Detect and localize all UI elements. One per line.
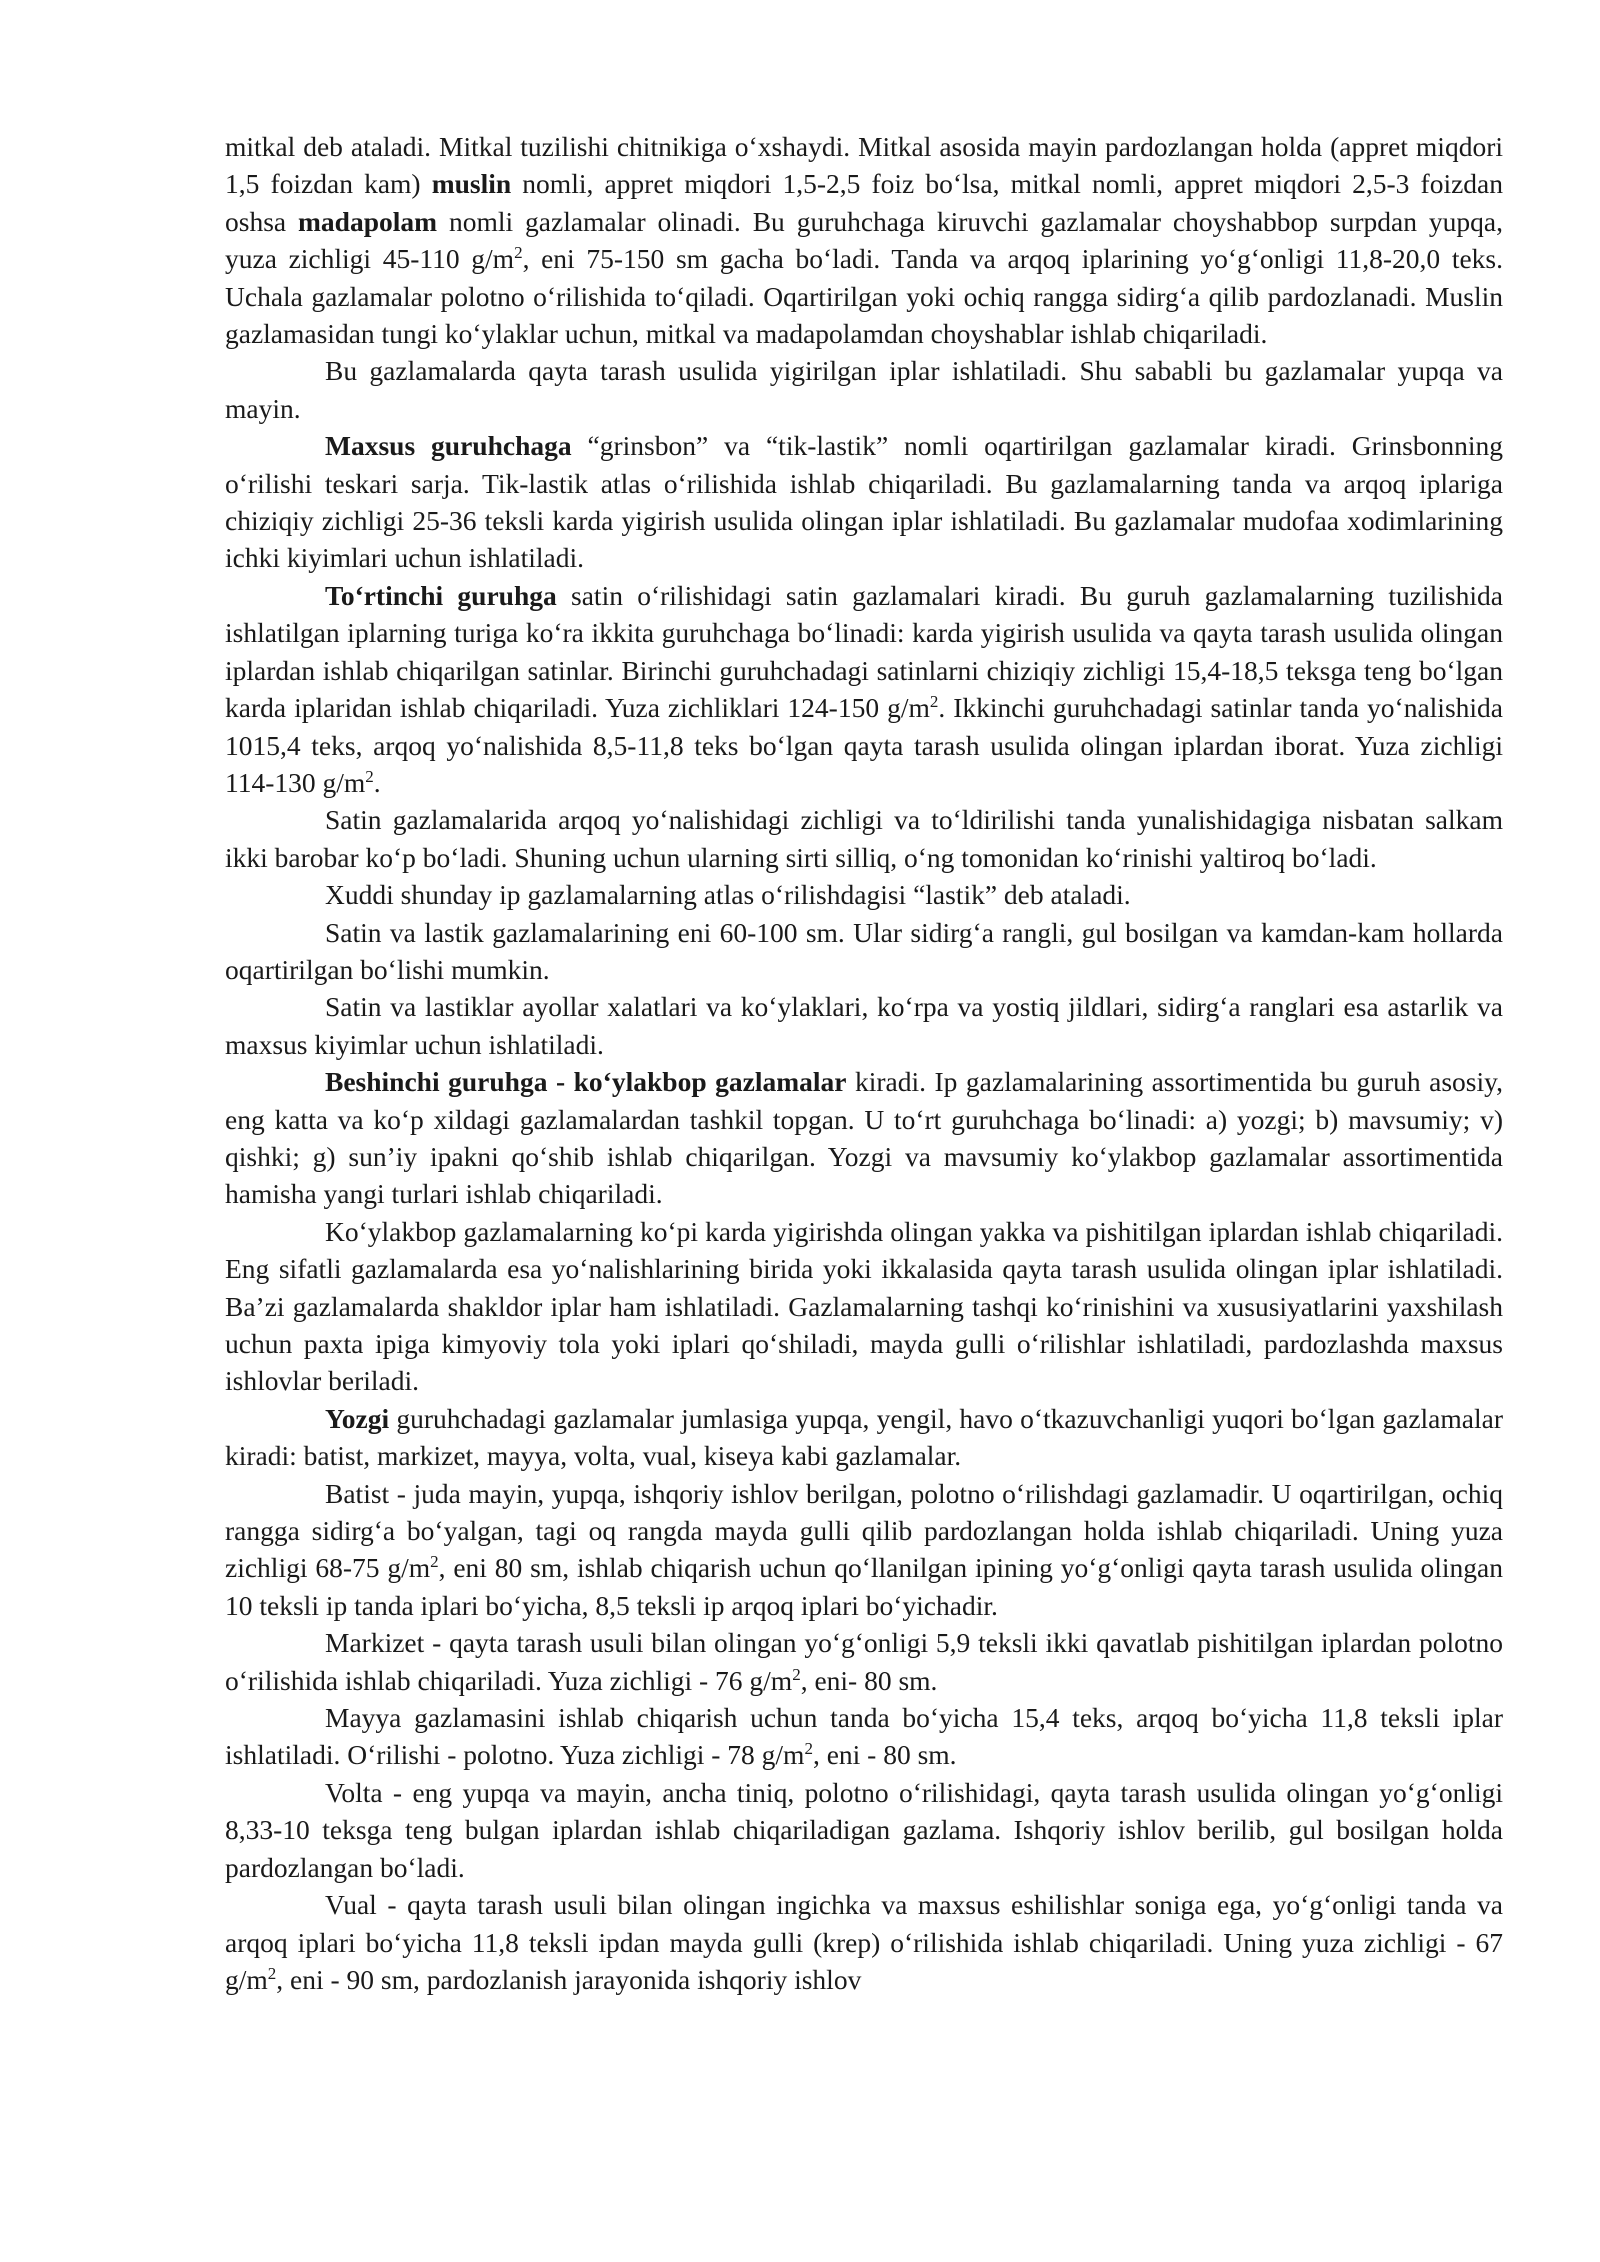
- text-run: guruhchadagi gazlamalar jumlasiga yupqa, yengil, havo o‘tkazuvchanligi yuqori bo‘lgan gazlamalar kiradi: batist, markizet, mayya, volta, vual, kiseya kabi gazlamalar.: [225, 1402, 1503, 1472]
- paragraph: [225, 1774, 1503, 1886]
- text-run: Satin gazlamalarida arqoq yo‘nalishidagi zichligi va to‘ldirilishi tanda yunalishidagiga nisbatan salkam ikki barobar ko‘p bo‘ladi. Shuning uchun ularning sirti silliq, o‘ng tomonidan ko‘rinishi yaltiroq bo‘ladi.: [225, 804, 1503, 873]
- text-run: satin o‘rilishidagi satin gazlamalari kiradi. Bu guruh gazlamalarning tuzilishida ishlatilgan iplarning turiga ko‘ra ikkita guruhchaga bo‘linadi: karda yigirish usulida va qayta tarash usulida olingan iplardan ishlab chiqarilgan satinlar. Birinchi guruhchadagi satinlarni chiziqiy zichligi 15,4-18,5 teksga teng bo‘lgan karda iplaridan ishlab chiqariladi. Yuza zichliklari 124-150 g/m: [225, 579, 1503, 724]
- paragraph: [225, 128, 1503, 352]
- text-run: .: [373, 766, 381, 798]
- text-run: Ko‘ylakbop gazlamalarning ko‘pi karda yigirishda olingan yakka va pishitilgan iplardan ishlab chiqariladi. Eng sifatli gazlamalarda esa yo‘nalishlarining birida yoki ikkalasida qayta tarash usulida olingan iplar ishlatiladi. Ba’zi gazlamalarda shakldor iplar ham ishlatiladi. Gazlamalarning tashqi ko‘rinishini va xususiyatlarini yaxshilash uchun paxta ipiga kimyoviy tola yoki iplari qo‘shiladi, mayda gulli o‘rilishlar ishlatiladi, pardozlashda maxsus ishlovlar beriladi.: [225, 1215, 1503, 1397]
- paragraph: [225, 1475, 1503, 1625]
- text-run: nomli, appret miqdori 1,5-2,5 foiz bo‘lsa, mitkal nomli, appret miqdori 2,5-3 foizdan oshsa: [225, 168, 1504, 237]
- superscript-text: 2: [804, 1739, 813, 1759]
- text-run: mitkal deb ataladi. Mitkal tuzilishi chitnikiga o‘xshaydi. Mitkal asosida mayin pardozlangan holda (appret miqdori 1,5 foizdan kam): [225, 131, 1503, 200]
- text-run: , eni - 90 sm, pardozlanish jarayonida ishqoriy ishlov: [276, 1963, 862, 1995]
- bold-text: madapolam: [298, 205, 438, 237]
- paragraph: [225, 577, 1503, 801]
- text-run: Bu gazlamalarda qayta tarash usulida yigirilgan iplar ishlatiladi. Shu sababli bu gazlamalar yupqa va mayin.: [225, 355, 1503, 424]
- document-page: [225, 128, 1503, 1998]
- superscript-text: 2: [267, 1963, 277, 1983]
- paragraph: [225, 1213, 1503, 1400]
- paragraph: [225, 1886, 1503, 1998]
- bold-text: To‘rtinchi guruhga: [325, 579, 557, 611]
- bold-text: Beshinchi guruhga - ko‘ylakbop gazlamalar: [325, 1066, 847, 1098]
- text-run: Mayya gazlamasini ishlab chiqarish uchun tanda bo‘yicha 15,4 teks, arqoq bo‘yicha 11,8 teksli iplar ishlatiladi. O‘rilishi - polotno. Yuza zichligi - 78 g/m: [225, 1702, 1503, 1771]
- paragraph: [225, 352, 1503, 427]
- paragraph: [225, 801, 1503, 876]
- text-run: , eni 75-150 sm gacha bo‘ladi. Tanda va arqoq iplarining yo‘g‘onligi 11,8-20,0 teks. Uchala gazlamalar polotno o‘rilishida to‘qiladi. Oqartirilgan yoki ochiq rangga sidirg‘a qilib pardozlanadi. Muslin gazlamasidan tungi ko‘ylaklar uchun, mitkal va madapolamdan choyshablar ishlab chiqariladi.: [225, 243, 1503, 350]
- text-run: Satin va lastik gazlamalarining eni 60-100 sm. Ular sidirg‘a rangli, gul bosilgan va kamdan-kam hollarda oqartirilgan bo‘lishi mumkin.: [225, 916, 1503, 985]
- paragraph: [225, 1699, 1503, 1774]
- superscript-text: 2: [514, 243, 523, 263]
- paragraph: [225, 1063, 1503, 1213]
- paragraph: [225, 914, 1503, 989]
- text-run: Xuddi shunday ip gazlamalarning atlas o‘rilishdagisi “lastik” deb ataladi.: [325, 879, 1131, 911]
- paragraph: [225, 876, 1503, 913]
- paragraph: [225, 1400, 1503, 1475]
- text-run: . Ikkinchi guruhchadagi satinlar tanda yo‘nalishida 1015,4 teks, arqoq yo‘nalishida 8,5-11,8 teks bo‘lgan qayta tarash usulida olingan iplardan iborat. Yuza zichligi 114-130 g/m: [225, 692, 1504, 798]
- superscript-text: 2: [792, 1664, 801, 1684]
- bold-text: muslin: [431, 168, 512, 200]
- text-run: , eni 80 sm, ishlab chiqarish uchun qo‘llanilgan ipining yo‘g‘onligi qayta tarash usulida olingan 10 teksli ip tanda iplari bo‘yicha, 8,5 teksli ip arqoq iplari bo‘yichadir.: [225, 1552, 1504, 1621]
- text-run: Batist - juda mayin, yupqa, ishqoriy ishlov berilgan, polotno o‘rilishdagi gazlamadir. U oqartirilgan, ochiq rangga sidirg‘a bo‘yalgan, tagi oq rangda mayda gulli qilib pardozlangan holda ishlab chiqariladi. Uning yuza zichligi 68-75 g/m: [225, 1477, 1503, 1584]
- paragraph: [225, 988, 1503, 1063]
- paragraph: [225, 427, 1503, 577]
- text-run: , eni - 80 sm.: [812, 1739, 957, 1771]
- superscript-text: 2: [430, 1552, 439, 1572]
- text-run: nomli gazlamalar olinadi. Bu guruhchaga kiruvchi gazlamalar choyshabbop surpdan yupqa, yuza zichligi 45-110 g/m: [225, 205, 1503, 275]
- paragraph: [225, 1624, 1503, 1699]
- text-run: , eni- 80 sm.: [800, 1664, 938, 1696]
- bold-text: Yozgi: [325, 1402, 390, 1434]
- text-run: Vual - qayta tarash usuli bilan olingan ingichka va maxsus eshilishlar soniga ega, yo‘g‘onligi tanda va arqoq iplari bo‘yicha 11,8 teksli ipdan mayda gulli (krep) o‘rilishida ishlab chiqariladi. Uning yuza zichligi - 67 g/m: [225, 1889, 1503, 1995]
- text-run: Satin va lastiklar ayollar xalatlari va ko‘ylaklari, ko‘rpa va yostiq jildlari, sidirg‘a ranglari esa astarlik va maxsus kiyimlar uchun ishlatiladi.: [225, 991, 1503, 1060]
- text-run: “grinsbon” va “tik-lastik” nomli oqartirilgan gazlamalar kiradi. Grinsbonning o‘rilishi teskari sarja. Tik-lastik atlas o‘rilishida ishlab chiqariladi. Bu gazlamalarning tanda va arqoq iplariga chiziqiy zichligi 25-36 teksli karda yigirish usulida olingan iplar ishlatiladi. Bu gazlamalar mudofaa xodimlarining ichki kiyimlari uchun ishlatiladi.: [225, 430, 1503, 574]
- text-run: kiradi. Ip gazlamalarining assortimentida bu guruh asosiy, eng katta va ko‘p xildagi gazlamalardan tashkil topgan. U to‘rt guruhchaga bo‘linadi: a) yozgi; b) mavsumiy; v) qishki; g) sun’iy ipakni qo‘shib ishlab chiqarilgan. Yozgi va mavsumiy ko‘ylakbop gazlamalar assortimentida hamisha yangi turlari ishlab chiqariladi.: [225, 1066, 1503, 1210]
- text-run: Volta - eng yupqa va mayin, ancha tiniq, polotno o‘rilishidagi, qayta tarash usulida olingan yo‘g‘onligi 8,33-10 teksga teng bulgan iplardan ishlab chiqariladigan gazlama. Ishqoriy ishlov berilib, gul bosilgan holda pardozlangan bo‘ladi.: [225, 1776, 1503, 1883]
- superscript-text: 2: [929, 691, 939, 711]
- superscript-text: 2: [365, 766, 374, 786]
- text-run: Markizet - qayta tarash usuli bilan olingan yo‘g‘onligi 5,9 teksli ikki qavatlab pishitilgan iplardan polotno o‘rilishida ishlab chiqariladi. Yuza zichligi - 76 g/m: [225, 1627, 1503, 1696]
- bold-text: Maxsus guruhchaga: [325, 430, 572, 462]
